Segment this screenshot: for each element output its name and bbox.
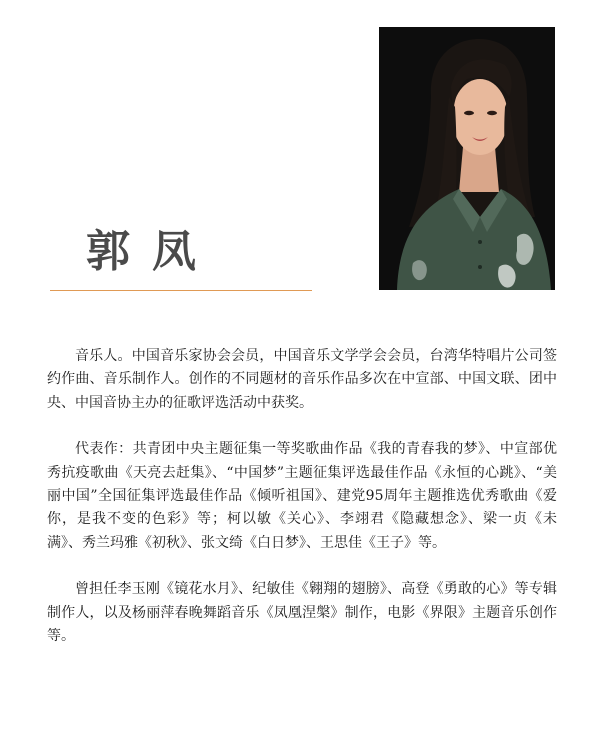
portrait-photo xyxy=(379,27,555,290)
divider-line xyxy=(50,290,312,291)
person-name: 郭凤 xyxy=(86,226,218,277)
bio-paragraph-production: 曾担任李玉刚《镜花水月》、纪敏佳《翱翔的翅膀》、高登《勇敢的心》等专辑制作人，以及杨丽萍春晚舞蹈音乐《凤凰涅槃》制作，电影《界限》主题音乐创作等。 xyxy=(47,581,557,645)
biography xyxy=(47,345,557,671)
bio-paragraph-works: 代表作：共青团中央主题征集一等奖歌曲作品《我的青春我的梦》、中宣部优秀抗疫歌曲《天亮去赶集》、“中国梦”主题征集评选最佳作品《永恒的心跳》、“美丽中国”全国征集评选最佳作品《倾听祖国》、建党95周年主题推选优秀歌曲《爱你，是我不变的色彩》等；柯以敏《关心》、李翊君《隐藏想念》、梁一贞《未满》、秀兰玛雅《初秋》、张文绮《白日梦》、王思佳《王子》等。 xyxy=(47,441,557,551)
bio-paragraph-intro: 音乐人。中国音乐家协会会员，中国音乐文学学会会员，台湾华特唱片公司签约作曲、音乐制作人。创作的不同题材的音乐作品多次在中宣部、中国文联、团中央、中国音协主办的征歌评选活动中获奖。 xyxy=(47,348,557,411)
